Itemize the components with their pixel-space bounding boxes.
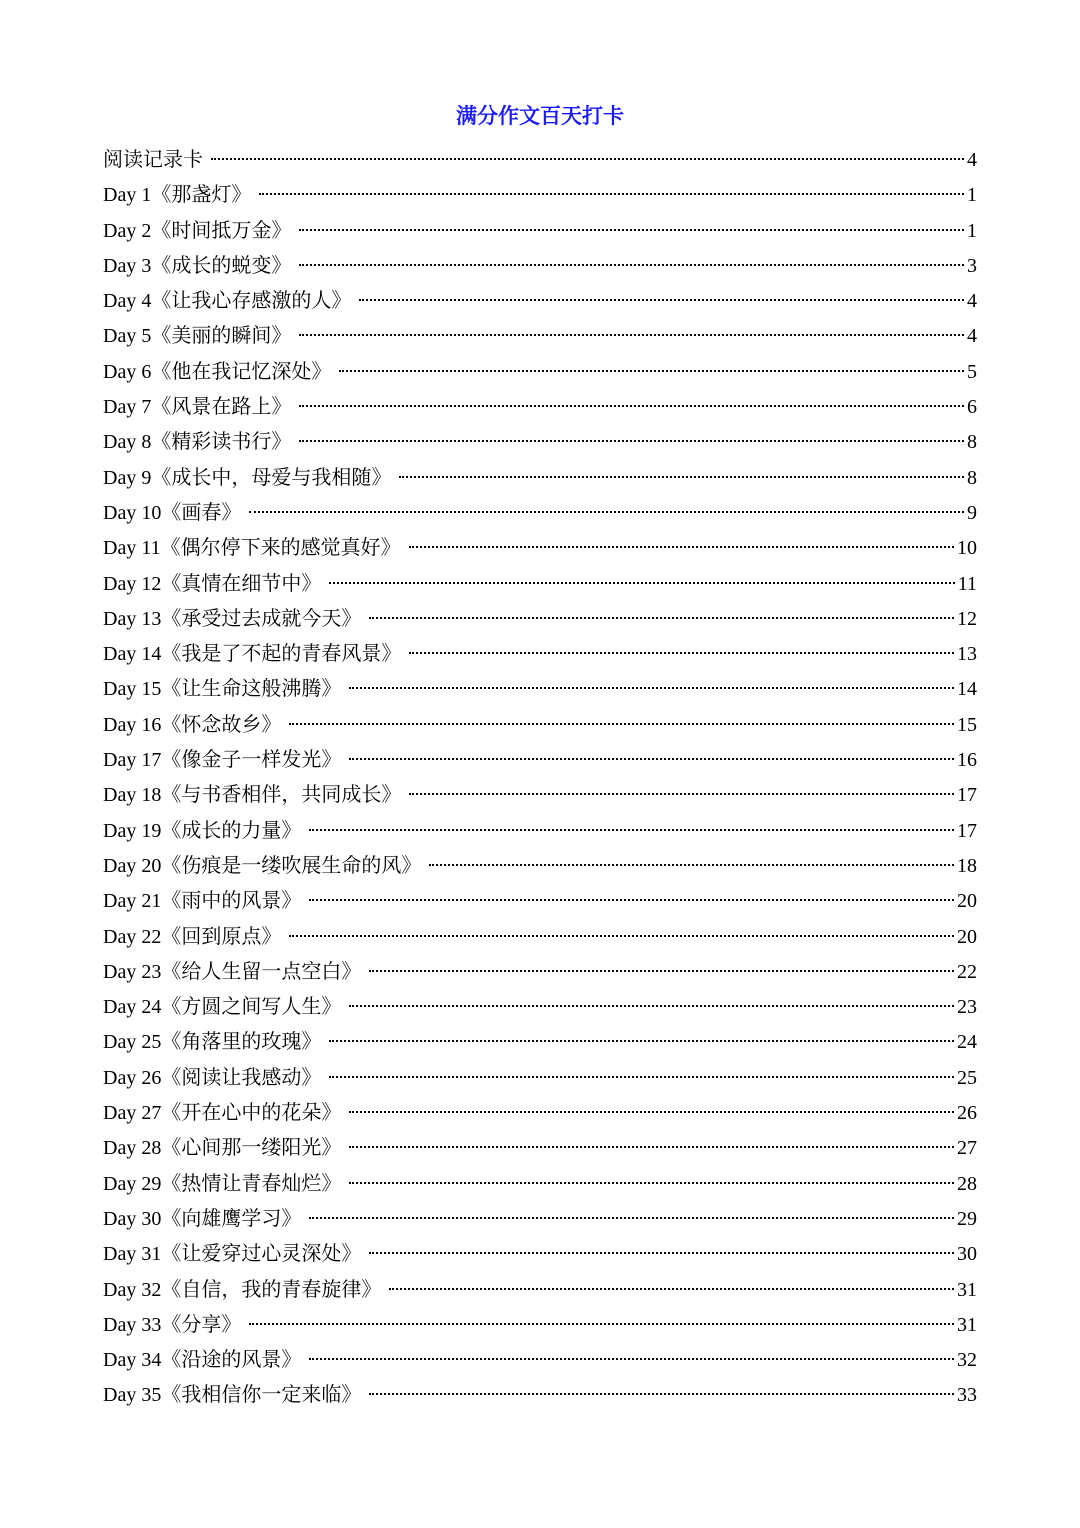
toc-entry-day-35[interactable]	[103, 1377, 977, 1412]
toc-entry-day-17[interactable]	[103, 742, 977, 777]
table-of-contents	[103, 142, 977, 1413]
toc-entry-label	[103, 389, 291, 425]
toc-page-number: 28	[957, 1172, 977, 1195]
toc-day-number: Day 27	[103, 1102, 162, 1125]
toc-day-number: Day 17	[103, 749, 162, 772]
dot-leader	[299, 405, 964, 407]
toc-essay-title: 《开在心中的花朵》	[161, 1100, 342, 1125]
toc-day-number: Day 12	[103, 572, 162, 595]
toc-entry-day-24[interactable]	[103, 989, 977, 1024]
toc-day-number: Day 19	[103, 819, 162, 842]
toc-page-number: 26	[957, 1102, 977, 1125]
toc-day-number: Day 14	[103, 643, 162, 666]
toc-entry-label: 阅读记录卡	[103, 147, 203, 171]
toc-entry-label	[103, 566, 321, 602]
toc-entry-day-29[interactable]	[103, 1166, 977, 1201]
dot-leader	[299, 264, 964, 266]
toc-day-number: Day 7	[103, 396, 152, 419]
dot-leader	[409, 793, 954, 795]
toc-entry-day-4[interactable]	[103, 283, 977, 318]
toc-entry-label	[103, 636, 401, 672]
toc-essay-title: 《时间抵万金》	[151, 217, 292, 242]
toc-entry-label	[103, 424, 291, 460]
toc-entry-label	[103, 495, 241, 531]
toc-entry-label	[103, 1236, 361, 1272]
toc-page-number: 15	[957, 713, 977, 736]
dot-leader	[369, 617, 954, 619]
dot-leader	[329, 1040, 954, 1042]
toc-day-number: Day 16	[103, 713, 162, 736]
dot-leader	[369, 970, 954, 972]
toc-page-number: 20	[957, 890, 977, 913]
toc-entry-label	[103, 707, 281, 743]
toc-page-number: 27	[957, 1137, 977, 1160]
toc-page-number: 1	[967, 219, 977, 242]
toc-day-number: Day 30	[103, 1207, 162, 1230]
toc-essay-title: 《让生命这般沸腾》	[161, 676, 342, 701]
toc-page-number: 4	[967, 325, 977, 348]
toc-page-number: 5	[967, 360, 977, 383]
toc-day-number: Day 28	[103, 1137, 162, 1160]
toc-page-number: 18	[957, 854, 977, 877]
toc-entry-label	[103, 883, 301, 919]
toc-essay-title: 《分享》	[161, 1311, 242, 1336]
toc-day-number: Day 34	[103, 1349, 162, 1372]
dot-leader	[249, 1323, 954, 1325]
dot-leader	[289, 723, 954, 725]
toc-page-number: 10	[957, 537, 977, 560]
toc-page-number: 4	[967, 290, 977, 313]
toc-entry-label	[103, 813, 301, 849]
dot-leader	[369, 1393, 954, 1395]
toc-entry-day-22[interactable]	[103, 919, 977, 954]
toc-essay-title: 《像金子一样发光》	[161, 747, 342, 772]
toc-day-number: Day 10	[103, 501, 162, 524]
toc-day-number: Day 26	[103, 1066, 162, 1089]
toc-essay-title: 《画春》	[161, 499, 242, 524]
toc-day-number: Day 2	[103, 219, 152, 242]
toc-entry-day-23[interactable]	[103, 954, 977, 989]
toc-page-number: 31	[957, 1313, 977, 1336]
toc-day-number: Day 22	[103, 925, 162, 948]
toc-essay-title: 《给人生留一点空白》	[161, 958, 362, 983]
toc-day-number: Day 29	[103, 1172, 162, 1195]
dot-leader	[409, 652, 954, 654]
toc-entry-day-2[interactable]	[103, 213, 977, 248]
toc-entry-day-32[interactable]	[103, 1272, 977, 1307]
toc-entry-reading-card[interactable]	[103, 142, 977, 177]
toc-page-number: 6	[967, 396, 977, 419]
toc-day-number: Day 9	[103, 466, 152, 489]
toc-entry-day-19[interactable]	[103, 813, 977, 848]
toc-entry-label	[103, 530, 401, 566]
toc-day-number: Day 3	[103, 254, 152, 277]
dot-leader	[329, 582, 954, 584]
toc-entry-day-13[interactable]	[103, 601, 977, 636]
toc-entry-day-26[interactable]	[103, 1060, 977, 1095]
toc-essay-title: 《角落里的玫瑰》	[161, 1029, 322, 1054]
toc-essay-title: 《回到原点》	[161, 923, 282, 948]
toc-essay-title: 《沿途的风景》	[161, 1347, 302, 1372]
toc-entry-day-7[interactable]	[103, 389, 977, 424]
dot-leader	[409, 546, 954, 548]
toc-entry-label	[103, 1272, 381, 1308]
toc-entry-label	[103, 989, 341, 1025]
toc-page-number: 16	[957, 749, 977, 772]
toc-day-number: Day 8	[103, 431, 152, 454]
dot-leader	[349, 758, 954, 760]
toc-entry-day-30[interactable]	[103, 1201, 977, 1236]
toc-entry-label	[103, 283, 351, 319]
toc-day-number: Day 15	[103, 678, 162, 701]
toc-entry-day-11[interactable]	[103, 530, 977, 565]
toc-page-number: 29	[957, 1207, 977, 1230]
toc-entry-label	[103, 919, 281, 955]
toc-entry-day-14[interactable]	[103, 636, 977, 671]
toc-day-number: Day 11	[103, 537, 161, 560]
toc-day-number: Day 25	[103, 1031, 162, 1054]
toc-day-number: Day 20	[103, 854, 162, 877]
toc-essay-title: 《伤痕是一缕吹展生命的风》	[161, 852, 422, 877]
dot-leader	[349, 1111, 954, 1113]
toc-page-number: 12	[957, 607, 977, 630]
toc-entry-label	[103, 460, 391, 496]
toc-entry-label	[103, 1130, 341, 1166]
toc-essay-title: 《偶尔停下来的感觉真好》	[160, 535, 401, 560]
toc-page-number: 11	[957, 572, 977, 595]
toc-day-number: Day 1	[103, 184, 152, 207]
toc-entry-day-25[interactable]	[103, 1024, 977, 1059]
toc-day-number: Day 13	[103, 607, 162, 630]
page-title: 满分作文百天打卡	[456, 104, 624, 128]
toc-entry-day-1[interactable]	[103, 177, 977, 212]
dot-leader	[329, 1076, 954, 1078]
toc-page-number: 17	[957, 819, 977, 842]
dot-leader	[369, 1252, 954, 1254]
toc-entry-day-6[interactable]	[103, 354, 977, 389]
toc-page-number: 3	[967, 254, 977, 277]
toc-day-number: Day 21	[103, 890, 162, 913]
toc-entry-label	[103, 1307, 241, 1343]
toc-day-number: Day 4	[103, 290, 152, 313]
toc-entry-day-34[interactable]	[103, 1342, 977, 1377]
toc-essay-title: 《自信，我的青春旋律》	[161, 1276, 382, 1301]
toc-essay-title: 《向雄鹰学习》	[161, 1205, 302, 1230]
toc-day-number: Day 18	[103, 784, 162, 807]
toc-entry-day-10[interactable]	[103, 495, 977, 530]
toc-essay-title: 《精彩读书行》	[151, 429, 292, 454]
toc-essay-title: 《美丽的瞬间》	[151, 323, 292, 348]
toc-page-number: 8	[967, 431, 977, 454]
toc-entry-day-8[interactable]	[103, 424, 977, 459]
toc-page-number: 14	[957, 678, 977, 701]
dot-leader	[339, 370, 964, 372]
toc-entry-label	[103, 1201, 301, 1237]
toc-page-number: 1	[967, 184, 977, 207]
toc-page-number: 9	[967, 501, 977, 524]
toc-entry-label	[103, 1024, 321, 1060]
toc-page-number: 25	[957, 1066, 977, 1089]
dot-leader	[259, 193, 964, 195]
dot-leader	[349, 1005, 954, 1007]
dot-leader	[289, 935, 954, 937]
toc-page-number: 4	[967, 149, 977, 171]
toc-page-number: 13	[957, 643, 977, 666]
toc-entry-label	[103, 848, 421, 884]
toc-essay-title: 《成长的力量》	[161, 817, 302, 842]
dot-leader	[299, 440, 964, 442]
toc-essay-title: 《成长的蜕变》	[151, 252, 292, 277]
dot-leader	[349, 687, 954, 689]
toc-entry-day-9[interactable]	[103, 460, 977, 495]
dot-leader	[429, 864, 954, 866]
toc-essay-title: 《让爱穿过心灵深处》	[161, 1241, 362, 1266]
toc-entry-label	[103, 1095, 341, 1131]
toc-entry-label	[103, 671, 341, 707]
toc-page-number: 23	[957, 996, 977, 1019]
toc-entry-label	[103, 1377, 361, 1413]
toc-entry-day-27[interactable]	[103, 1095, 977, 1130]
toc-entry-label	[103, 1342, 301, 1378]
toc-day-number: Day 24	[103, 996, 162, 1019]
toc-essay-title: 《我相信你一定来临》	[161, 1382, 362, 1407]
toc-essay-title: 《阅读让我感动》	[161, 1064, 322, 1089]
toc-entry-day-28[interactable]	[103, 1130, 977, 1165]
toc-page-number: 17	[957, 784, 977, 807]
toc-essay-title: 《热情让青春灿烂》	[161, 1170, 342, 1195]
toc-day-number: Day 31	[103, 1243, 162, 1266]
toc-entry-label	[103, 318, 291, 354]
dot-leader	[211, 158, 964, 160]
toc-entry-day-33[interactable]	[103, 1307, 977, 1342]
toc-entry-label	[103, 954, 361, 990]
toc-entry-day-16[interactable]	[103, 707, 977, 742]
toc-entry-label	[103, 248, 291, 284]
toc-essay-title: 《心间那一缕阳光》	[161, 1135, 342, 1160]
dot-leader	[389, 1288, 954, 1290]
toc-essay-title: 《风景在路上》	[151, 394, 292, 419]
toc-page-number: 32	[957, 1349, 977, 1372]
dot-leader	[309, 829, 954, 831]
toc-entry-day-5[interactable]	[103, 318, 977, 353]
toc-day-number: Day 23	[103, 960, 162, 983]
toc-entry-label	[103, 177, 251, 213]
toc-essay-title: 《让我心存感激的人》	[151, 288, 352, 313]
toc-essay-title: 《方圆之间写人生》	[161, 994, 342, 1019]
toc-essay-title: 《承受过去成就今天》	[161, 605, 362, 630]
toc-page-number: 24	[957, 1031, 977, 1054]
dot-leader	[299, 229, 964, 231]
dot-leader	[309, 1217, 954, 1219]
dot-leader	[249, 511, 964, 513]
toc-essay-title: 《那盏灯》	[151, 182, 252, 207]
dot-leader	[349, 1182, 954, 1184]
toc-page-number: 20	[957, 925, 977, 948]
toc-essay-title: 《雨中的风景》	[161, 888, 302, 913]
toc-entry-day-15[interactable]	[103, 671, 977, 706]
toc-entry-label	[103, 1060, 321, 1096]
toc-entry-label	[103, 213, 291, 249]
toc-day-number: Day 6	[103, 360, 152, 383]
toc-essay-title: 《真情在细节中》	[161, 570, 322, 595]
toc-entry-label	[103, 777, 401, 813]
toc-entry-day-20[interactable]	[103, 848, 977, 883]
dot-leader	[299, 334, 964, 336]
toc-entry-label	[103, 742, 341, 778]
toc-entry-day-18[interactable]	[103, 777, 977, 812]
toc-entry-day-12[interactable]	[103, 566, 977, 601]
toc-entry-day-21[interactable]	[103, 883, 977, 918]
dot-leader	[359, 299, 964, 301]
toc-entry-label	[103, 601, 361, 637]
toc-page-number: 31	[957, 1278, 977, 1301]
toc-page-number: 33	[957, 1384, 977, 1407]
toc-page-number: 8	[967, 466, 977, 489]
toc-day-number: Day 32	[103, 1278, 162, 1301]
dot-leader	[309, 899, 954, 901]
toc-essay-title: 《与书香相伴，共同成长》	[161, 782, 402, 807]
toc-essay-title: 《成长中，母爱与我相随》	[151, 464, 392, 489]
toc-day-number: Day 5	[103, 325, 152, 348]
dot-leader	[309, 1358, 954, 1360]
toc-entry-day-31[interactable]	[103, 1236, 977, 1271]
toc-entry-day-3[interactable]	[103, 248, 977, 283]
toc-essay-title: 《他在我记忆深处》	[151, 358, 332, 383]
toc-day-number: Day 33	[103, 1313, 162, 1336]
toc-page-number: 30	[957, 1243, 977, 1266]
toc-page-number: 22	[957, 960, 977, 983]
toc-day-number: Day 35	[103, 1384, 162, 1407]
toc-essay-title: 《怀念故乡》	[161, 711, 282, 736]
toc-essay-title: 《我是了不起的青春风景》	[161, 641, 402, 666]
dot-leader	[349, 1146, 954, 1148]
toc-entry-label	[103, 354, 331, 390]
dot-leader	[399, 476, 964, 478]
toc-entry-label	[103, 1166, 341, 1202]
